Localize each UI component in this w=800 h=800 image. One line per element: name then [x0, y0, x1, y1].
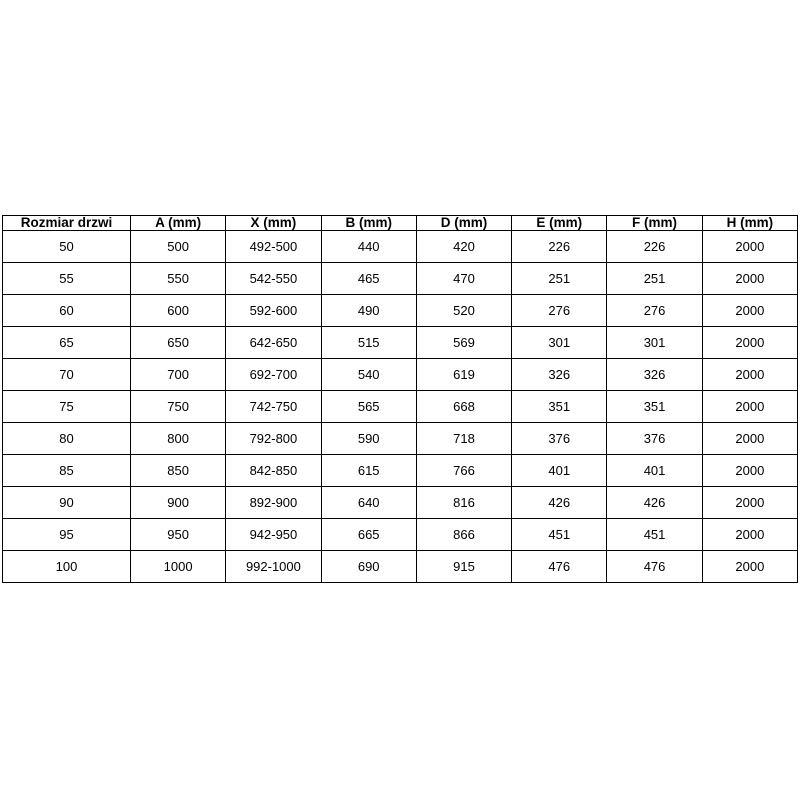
table-cell: 590: [321, 422, 416, 454]
column-header-a-mm: A (mm): [131, 216, 226, 231]
table-cell: 55: [3, 262, 131, 294]
table-cell: 50: [3, 230, 131, 262]
table-cell: 2000: [702, 326, 797, 358]
table-cell: 276: [607, 294, 702, 326]
table-cell: 766: [416, 454, 511, 486]
table-cell: 470: [416, 262, 511, 294]
table-cell: 401: [512, 454, 607, 486]
table-cell: 420: [416, 230, 511, 262]
table-row: [3, 422, 798, 454]
table-cell: 950: [131, 518, 226, 550]
table-cell: 251: [607, 262, 702, 294]
table-body: [3, 230, 798, 583]
table-row: [3, 454, 798, 486]
table-cell: 80: [3, 422, 131, 454]
table-cell: 2000: [702, 390, 797, 422]
table-cell: 565: [321, 390, 416, 422]
table-cell: 276: [512, 294, 607, 326]
table-cell: 915: [416, 550, 511, 582]
table-cell: 426: [607, 486, 702, 518]
table-row: [3, 518, 798, 550]
header-row: [3, 216, 798, 231]
table-cell: 401: [607, 454, 702, 486]
table-cell: 800: [131, 422, 226, 454]
table-cell: 85: [3, 454, 131, 486]
table-cell: 742-750: [226, 390, 321, 422]
table-row: [3, 230, 798, 262]
table-cell: 2000: [702, 454, 797, 486]
table-cell: 70: [3, 358, 131, 390]
table-cell: 100: [3, 550, 131, 582]
table-row: [3, 390, 798, 422]
table-cell: 569: [416, 326, 511, 358]
table-cell: 75: [3, 390, 131, 422]
table-row: [3, 262, 798, 294]
table-cell: 892-900: [226, 486, 321, 518]
table-cell: 700: [131, 358, 226, 390]
table-cell: 226: [512, 230, 607, 262]
table-cell: 690: [321, 550, 416, 582]
table-cell: 60: [3, 294, 131, 326]
table-cell: 665: [321, 518, 416, 550]
table-cell: 226: [607, 230, 702, 262]
table-cell: 1000: [131, 550, 226, 582]
column-header-x-mm: X (mm): [226, 216, 321, 231]
table-cell: 2000: [702, 486, 797, 518]
table-cell: 326: [607, 358, 702, 390]
table-cell: 2000: [702, 262, 797, 294]
table-cell: 642-650: [226, 326, 321, 358]
table-cell: 476: [512, 550, 607, 582]
table-cell: 500: [131, 230, 226, 262]
table-cell: 816: [416, 486, 511, 518]
table-cell: 301: [607, 326, 702, 358]
table-row: [3, 326, 798, 358]
table-cell: 326: [512, 358, 607, 390]
table-cell: 515: [321, 326, 416, 358]
table-cell: 492-500: [226, 230, 321, 262]
table-row: [3, 486, 798, 518]
table-cell: 451: [512, 518, 607, 550]
table-cell: 451: [607, 518, 702, 550]
column-header-h-mm: H (mm): [702, 216, 797, 231]
column-header-e-mm: E (mm): [512, 216, 607, 231]
table-row: [3, 294, 798, 326]
column-header-d-mm: D (mm): [416, 216, 511, 231]
table-cell: 426: [512, 486, 607, 518]
table-cell: 376: [607, 422, 702, 454]
table-cell: 95: [3, 518, 131, 550]
table-cell: 792-800: [226, 422, 321, 454]
table-cell: 440: [321, 230, 416, 262]
table-cell: 2000: [702, 550, 797, 582]
table-cell: 465: [321, 262, 416, 294]
table-cell: 668: [416, 390, 511, 422]
column-header-rozmiar-drzwi: Rozmiar drzwi: [3, 216, 131, 231]
table-cell: 550: [131, 262, 226, 294]
table-cell: 592-600: [226, 294, 321, 326]
table-row: [3, 358, 798, 390]
table-cell: 476: [607, 550, 702, 582]
table-cell: 640: [321, 486, 416, 518]
table-cell: 376: [512, 422, 607, 454]
table-cell: 542-550: [226, 262, 321, 294]
door-size-table: [2, 215, 798, 583]
table-cell: 2000: [702, 294, 797, 326]
table-row: [3, 550, 798, 582]
table-cell: 2000: [702, 518, 797, 550]
table-cell: 540: [321, 358, 416, 390]
table-cell: 750: [131, 390, 226, 422]
table-cell: 2000: [702, 230, 797, 262]
table-cell: 65: [3, 326, 131, 358]
table-cell: 850: [131, 454, 226, 486]
table-cell: 718: [416, 422, 511, 454]
table-cell: 2000: [702, 422, 797, 454]
table-cell: 351: [607, 390, 702, 422]
column-header-f-mm: F (mm): [607, 216, 702, 231]
table-header: [3, 216, 798, 231]
table-cell: 900: [131, 486, 226, 518]
table-cell: 301: [512, 326, 607, 358]
table-cell: 650: [131, 326, 226, 358]
table-cell: 520: [416, 294, 511, 326]
table-cell: 351: [512, 390, 607, 422]
table-cell: 942-950: [226, 518, 321, 550]
table-cell: 490: [321, 294, 416, 326]
table-cell: 600: [131, 294, 226, 326]
table-cell: 992-1000: [226, 550, 321, 582]
table-cell: 692-700: [226, 358, 321, 390]
table-cell: 90: [3, 486, 131, 518]
table-cell: 866: [416, 518, 511, 550]
table-cell: 251: [512, 262, 607, 294]
table-cell: 619: [416, 358, 511, 390]
table-cell: 842-850: [226, 454, 321, 486]
table-cell: 615: [321, 454, 416, 486]
table-cell: 2000: [702, 358, 797, 390]
column-header-b-mm: B (mm): [321, 216, 416, 231]
